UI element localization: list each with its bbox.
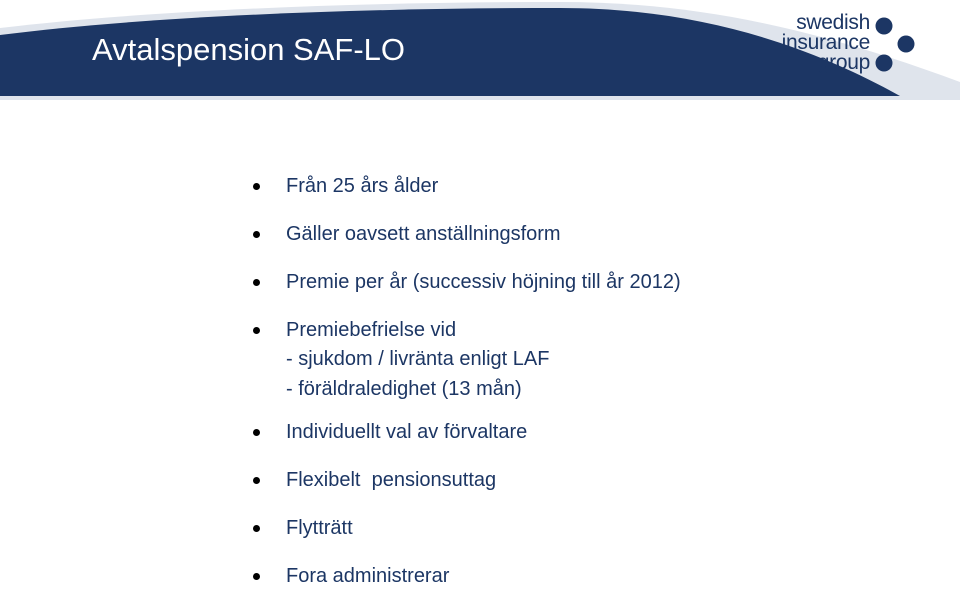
logo-word-1: swedish: [796, 11, 870, 34]
slide-title: Avtalspension SAF-LO: [92, 32, 406, 67]
bullet-list: [250, 172, 681, 610]
list-item: [250, 418, 681, 446]
bullet-dot-icon: [253, 279, 260, 286]
logo-word-3: group: [817, 51, 870, 74]
list-item-text: Premiebefrielse vid: [286, 319, 457, 341]
list-item-text: Individuellt val av förvaltare: [286, 421, 528, 443]
logo-dots-icon: [874, 16, 918, 74]
bullet-dot-icon: [253, 183, 260, 190]
logo-wordmark: [770, 13, 870, 73]
swedish-insurance-group-logo: [770, 10, 930, 82]
bullet-dot-icon: [253, 477, 260, 484]
list-item: [250, 514, 681, 542]
list-item-text: Fora administrerar: [286, 565, 450, 587]
list-item: [250, 562, 681, 590]
list-item: [250, 316, 681, 404]
list-item-text: Flexibelt pensionsuttag: [286, 469, 497, 491]
bullet-dot-icon: [253, 231, 260, 238]
bullet-dot-icon: [253, 525, 260, 532]
bullet-dot-icon: [253, 429, 260, 436]
logo-word-2: insurance: [781, 31, 870, 54]
list-item: [250, 220, 681, 248]
list-item-subline: - föräldraledighet (13 mån): [286, 378, 522, 400]
list-item-text: Gäller oavsett anställningsform: [286, 223, 561, 245]
list-item: [250, 466, 681, 494]
list-item-text: Flytträtt: [286, 517, 353, 539]
list-item-subline: - sjukdom / livränta enligt LAF: [286, 348, 550, 370]
list-item: [250, 172, 681, 200]
bullet-dot-icon: [253, 573, 260, 580]
list-item-text: Från 25 års ålder: [286, 175, 439, 197]
bullet-dot-icon: [253, 327, 260, 334]
list-item: [250, 268, 681, 296]
list-item-text: Premie per år (successiv höjning till år 2012): [286, 271, 681, 293]
